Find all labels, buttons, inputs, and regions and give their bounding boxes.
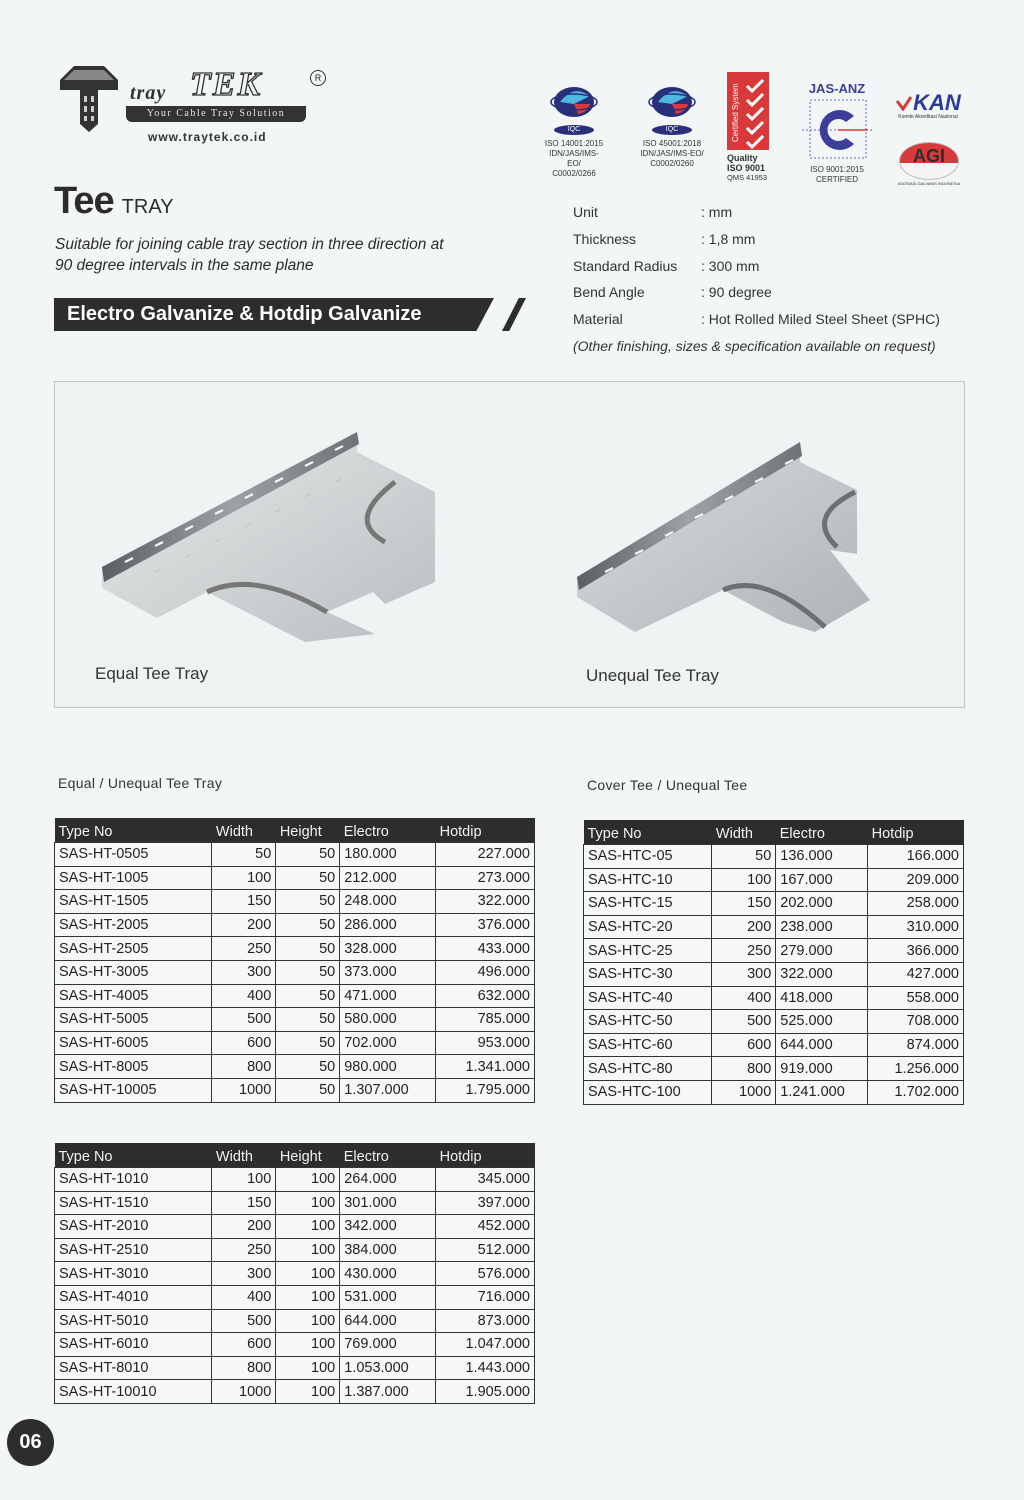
cell-hotdip: 576.000: [436, 1262, 535, 1286]
cell-type-no: SAS-HTC-10: [584, 868, 712, 892]
cell-height: 50: [276, 866, 340, 890]
col-header-hotdip: Hotdip: [436, 818, 535, 843]
traytek-t-logo-icon: [60, 66, 118, 132]
cell-height: 50: [276, 843, 340, 867]
table-row: [55, 1285, 535, 1309]
cell-width: 600: [212, 1333, 276, 1357]
agi-text: AGI: [912, 146, 945, 166]
iqc-globe-icon: [648, 82, 696, 122]
cert-line: CERTIFIED: [815, 175, 859, 184]
table-row: [55, 1333, 535, 1357]
jas-anz-c-icon: [802, 96, 872, 162]
cell-type-no: SAS-HT-2505: [55, 937, 212, 961]
table-row: [584, 868, 964, 892]
table-row: [55, 890, 535, 914]
spec-label: Unit: [573, 204, 598, 220]
table-row: [55, 1191, 535, 1215]
cell-height: 50: [276, 913, 340, 937]
cell-electro: 1.053.000: [340, 1356, 436, 1380]
cell-hotdip: 496.000: [436, 960, 535, 984]
cell-electro: 384.000: [340, 1238, 436, 1262]
cert-agi: [892, 142, 966, 188]
kan-check-icon: [895, 95, 913, 111]
cell-electro: 202.000: [776, 892, 868, 916]
cell-electro: 212.000: [340, 866, 436, 890]
banner-text: Electro Galvanize & Hotdip Galvanize: [67, 303, 422, 325]
description-line: 90 degree intervals in the same plane: [55, 257, 314, 274]
cert-line: IDN/JAS/IMS-EO/: [549, 149, 599, 168]
col-header-width: Width: [212, 1143, 276, 1168]
cert-iqc-45001: [633, 82, 711, 169]
cert-line: C0002/0266: [552, 169, 596, 178]
cell-electro: 373.000: [340, 960, 436, 984]
cell-height: 100: [276, 1238, 340, 1262]
cell-width: 400: [212, 984, 276, 1008]
cell-electro: 342.000: [340, 1215, 436, 1239]
spec-value: : 90 degree: [701, 284, 772, 301]
col-header-type-no: Type No: [584, 820, 712, 845]
cell-type-no: SAS-HT-1505: [55, 890, 212, 914]
cell-hotdip: 166.000: [868, 845, 964, 869]
cell-height: 100: [276, 1215, 340, 1239]
cell-width: 250: [212, 937, 276, 961]
cell-width: 500: [212, 1309, 276, 1333]
cell-height: 50: [276, 960, 340, 984]
cell-electro: 531.000: [340, 1285, 436, 1309]
cell-hotdip: 310.000: [868, 915, 964, 939]
cell-electro: 525.000: [776, 1010, 868, 1034]
cell-electro: 430.000: [340, 1262, 436, 1286]
cell-width: 150: [212, 1191, 276, 1215]
table-row: [55, 1008, 535, 1032]
cell-height: 100: [276, 1333, 340, 1357]
spec-label: Material: [573, 311, 623, 328]
cert-line: ISO 9001: [727, 163, 766, 173]
cell-type-no: SAS-HTC-05: [584, 845, 712, 869]
spec-label: Bend Angle: [573, 284, 645, 301]
description-line: Suitable for joining cable tray section in three direction at: [55, 236, 444, 253]
cell-hotdip: 1.341.000: [436, 1055, 535, 1079]
cell-height: 50: [276, 1055, 340, 1079]
cell-type-no: SAS-HTC-40: [584, 986, 712, 1010]
cell-hotdip: 874.000: [868, 1033, 964, 1057]
product-image-panel: [54, 381, 965, 708]
brand-name-prefix: tray: [130, 82, 167, 104]
cell-type-no: SAS-HT-8005: [55, 1055, 212, 1079]
table-row: [584, 1057, 964, 1081]
cell-electro: 301.000: [340, 1191, 436, 1215]
kan-logo: [888, 92, 968, 114]
cell-width: 1000: [712, 1080, 776, 1104]
cert-line: ISO 14001:2015: [544, 139, 604, 148]
cell-hotdip: 1.256.000: [868, 1057, 964, 1081]
specs-note: (Other finishing, sizes & specification available on request): [573, 337, 936, 354]
iqc-badge: IQC: [652, 125, 692, 135]
table-row: [55, 866, 535, 890]
price-table-height-100: [54, 1143, 535, 1404]
product-description: [55, 234, 495, 276]
cert-line: Komite Akreditasi Nasional: [898, 114, 958, 120]
cell-hotdip: 452.000: [436, 1215, 535, 1239]
spec-row-material: [573, 311, 940, 338]
cell-width: 400: [212, 1285, 276, 1309]
cell-type-no: SAS-HT-4010: [55, 1285, 212, 1309]
col-header-height: Height: [276, 1143, 340, 1168]
cell-electro: 644.000: [340, 1309, 436, 1333]
finish-banner: [54, 298, 524, 331]
cell-electro: 286.000: [340, 913, 436, 937]
cell-width: 200: [712, 915, 776, 939]
cell-width: 300: [212, 1262, 276, 1286]
brand-slogan: Your Cable Tray Solution: [126, 106, 306, 122]
cell-type-no: SAS-HT-8010: [55, 1356, 212, 1380]
cell-height: 100: [276, 1262, 340, 1286]
iqc-badge: IQC: [554, 125, 594, 135]
cell-type-no: SAS-HTC-100: [584, 1080, 712, 1104]
cell-type-no: SAS-HT-2010: [55, 1215, 212, 1239]
cell-height: 100: [276, 1285, 340, 1309]
unequal-tee-tray-label: Unequal Tee Tray: [586, 666, 719, 685]
spec-row-bend-angle: [573, 284, 940, 311]
cell-height: 100: [276, 1309, 340, 1333]
cell-hotdip: 953.000: [436, 1031, 535, 1055]
cell-height: 50: [276, 1031, 340, 1055]
title-main: Tee: [54, 180, 114, 222]
cell-height: 100: [276, 1380, 340, 1404]
table-row: [55, 1031, 535, 1055]
spec-value: : 300 mm: [701, 257, 760, 274]
cell-hotdip: 558.000: [868, 986, 964, 1010]
table-row: [55, 1078, 535, 1102]
col-header-hotdip: Hotdip: [436, 1143, 535, 1168]
certified-system-checkmarks-icon: [727, 72, 769, 150]
cert-line: C0002/0260: [650, 159, 694, 168]
table-row: [55, 1380, 535, 1404]
cell-width: 150: [212, 890, 276, 914]
cell-hotdip: 632.000: [436, 984, 535, 1008]
table-row: [55, 1055, 535, 1079]
cell-hotdip: 258.000: [868, 892, 964, 916]
cell-width: 200: [212, 913, 276, 937]
table-row: [584, 845, 964, 869]
cell-hotdip: 427.000: [868, 962, 964, 986]
cell-width: 1000: [212, 1380, 276, 1404]
table-row: [55, 937, 535, 961]
price-table-cover-tee: [583, 820, 964, 1105]
cell-height: 100: [276, 1191, 340, 1215]
table-row: [584, 1080, 964, 1104]
cell-width: 250: [712, 939, 776, 963]
col-header-electro: Electro: [340, 818, 436, 843]
cell-type-no: SAS-HT-4005: [55, 984, 212, 1008]
cell-hotdip: 209.000: [868, 868, 964, 892]
spec-label: Standard Radius: [573, 257, 678, 274]
cell-type-no: SAS-HT-2510: [55, 1238, 212, 1262]
cell-width: 600: [212, 1031, 276, 1055]
col-header-type-no: Type No: [55, 818, 212, 843]
right-table-caption: Cover Tee / Unequal Tee: [587, 777, 748, 793]
title-sub: TRAY: [121, 196, 174, 218]
page-number-badge: 06: [7, 1419, 54, 1466]
cell-hotdip: 1.047.000: [436, 1333, 535, 1357]
table-row: [55, 1215, 535, 1239]
cell-type-no: SAS-HT-2005: [55, 913, 212, 937]
col-header-electro: Electro: [340, 1143, 436, 1168]
cell-hotdip: 716.000: [436, 1285, 535, 1309]
cell-electro: 167.000: [776, 868, 868, 892]
kan-text: KAN: [913, 90, 961, 115]
spec-value: : Hot Rolled Miled Steel Sheet (SPHC): [701, 311, 940, 328]
cell-width: 250: [212, 1238, 276, 1262]
cell-type-no: SAS-HT-10010: [55, 1380, 212, 1404]
cell-electro: 1.307.000: [340, 1078, 436, 1102]
cell-type-no: SAS-HT-1010: [55, 1168, 212, 1192]
cert-jas-anz: [800, 82, 874, 185]
table-row: [584, 915, 964, 939]
col-header-hotdip: Hotdip: [868, 820, 964, 845]
cell-electro: 580.000: [340, 1008, 436, 1032]
cell-hotdip: 366.000: [868, 939, 964, 963]
cell-type-no: SAS-HTC-15: [584, 892, 712, 916]
spec-value: : 1,8 mm: [701, 230, 756, 247]
registered-icon: R: [310, 70, 326, 86]
banner-slash-decoration: [502, 298, 526, 331]
cell-electro: 279.000: [776, 939, 868, 963]
cell-height: 50: [276, 937, 340, 961]
cell-width: 800: [212, 1356, 276, 1380]
price-table-height-50: [54, 818, 535, 1103]
cell-electro: 180.000: [340, 843, 436, 867]
cell-hotdip: 322.000: [436, 890, 535, 914]
cell-type-no: SAS-HTC-60: [584, 1033, 712, 1057]
cell-type-no: SAS-HT-1510: [55, 1191, 212, 1215]
iqc-globe-icon: [550, 82, 598, 122]
cell-hotdip: 1.795.000: [436, 1078, 535, 1102]
table-row: [55, 1309, 535, 1333]
cell-type-no: SAS-HT-5005: [55, 1008, 212, 1032]
unequal-tee-tray-image: [575, 422, 895, 642]
table-row: [584, 939, 964, 963]
cell-hotdip: 1.702.000: [868, 1080, 964, 1104]
cell-type-no: SAS-HTC-80: [584, 1057, 712, 1081]
cell-height: 50: [276, 984, 340, 1008]
cell-hotdip: 397.000: [436, 1191, 535, 1215]
jas-anz-title: JAS-ANZ: [808, 81, 866, 96]
table-row: [55, 1168, 535, 1192]
equal-tee-tray-image: [95, 422, 435, 642]
left-table-caption: Equal / Unequal Tee Tray: [58, 775, 223, 791]
website-link[interactable]: www.traytek.co.id: [148, 130, 267, 144]
cell-electro: 919.000: [776, 1057, 868, 1081]
cell-type-no: SAS-HTC-25: [584, 939, 712, 963]
table-row: [55, 1238, 535, 1262]
brand-name-main: TEK: [190, 66, 263, 103]
cell-width: 50: [212, 843, 276, 867]
brand-logo: [60, 64, 340, 154]
cell-width: 300: [212, 960, 276, 984]
table-row: [55, 1262, 535, 1286]
table-header-row: [584, 820, 964, 845]
cell-electro: 418.000: [776, 986, 868, 1010]
table-row: [584, 962, 964, 986]
table-header-row: [55, 1143, 535, 1168]
cell-width: 1000: [212, 1078, 276, 1102]
cell-width: 300: [712, 962, 776, 986]
cell-width: 100: [212, 866, 276, 890]
cell-hotdip: 345.000: [436, 1168, 535, 1192]
col-header-width: Width: [212, 818, 276, 843]
cell-hotdip: 376.000: [436, 913, 535, 937]
cell-width: 400: [712, 986, 776, 1010]
cell-electro: 328.000: [340, 937, 436, 961]
cell-electro: 248.000: [340, 890, 436, 914]
table-row: [584, 1033, 964, 1057]
cell-width: 100: [712, 868, 776, 892]
cell-height: 50: [276, 1078, 340, 1102]
cert-line: ISO 45001:2018: [642, 139, 702, 148]
cell-electro: 238.000: [776, 915, 868, 939]
cell-type-no: SAS-HT-5010: [55, 1309, 212, 1333]
col-header-electro: Electro: [776, 820, 868, 845]
cell-electro: 769.000: [340, 1333, 436, 1357]
cell-hotdip: 708.000: [868, 1010, 964, 1034]
cell-electro: 644.000: [776, 1033, 868, 1057]
cell-electro: 1.387.000: [340, 1380, 436, 1404]
cell-electro: 1.241.000: [776, 1080, 868, 1104]
cert-iqc-14001: [543, 82, 605, 179]
table-row: [55, 984, 535, 1008]
cert-line: ISO 9001:2015: [810, 165, 864, 174]
cell-type-no: SAS-HT-3010: [55, 1262, 212, 1286]
cell-electro: 702.000: [340, 1031, 436, 1055]
table-row: [55, 843, 535, 867]
cell-electro: 980.000: [340, 1055, 436, 1079]
equal-tee-tray-label: Equal Tee Tray: [95, 664, 209, 683]
cell-height: 50: [276, 1008, 340, 1032]
cell-type-no: SAS-HT-3005: [55, 960, 212, 984]
cert-line: QMS 41953: [727, 173, 768, 182]
col-header-height: Height: [276, 818, 340, 843]
cert-line: IDN/JAS/IMS-EO/: [640, 149, 704, 158]
table-row: [55, 913, 535, 937]
spec-value: : mm: [701, 204, 733, 220]
spec-row-thickness: [573, 231, 940, 258]
cell-hotdip: 785.000: [436, 1008, 535, 1032]
cell-height: 50: [276, 890, 340, 914]
cert-iso9001-quality: [727, 72, 787, 183]
cell-hotdip: 873.000: [436, 1309, 535, 1333]
cell-electro: 264.000: [340, 1168, 436, 1192]
cell-height: 100: [276, 1356, 340, 1380]
cell-width: 200: [212, 1215, 276, 1239]
certified-system-text: Certified System: [731, 83, 740, 142]
cell-type-no: SAS-HT-6010: [55, 1333, 212, 1357]
cell-type-no: SAS-HTC-30: [584, 962, 712, 986]
col-header-type-no: Type No: [55, 1143, 212, 1168]
cell-width: 800: [712, 1057, 776, 1081]
cell-type-no: SAS-HT-0505: [55, 843, 212, 867]
cell-width: 500: [712, 1010, 776, 1034]
cell-width: 100: [212, 1168, 276, 1192]
page-title: [54, 180, 174, 223]
table-header-row: [55, 818, 535, 843]
cell-hotdip: 227.000: [436, 843, 535, 867]
agi-logo-icon: [899, 142, 959, 180]
cell-type-no: SAS-HTC-20: [584, 915, 712, 939]
table-row: [55, 960, 535, 984]
table-row: [55, 1356, 535, 1380]
cert-kan: [888, 92, 968, 121]
cell-electro: 136.000: [776, 845, 868, 869]
spec-label: Thickness: [573, 230, 637, 247]
cell-type-no: SAS-HT-6005: [55, 1031, 212, 1055]
cell-width: 50: [712, 845, 776, 869]
table-row: [584, 892, 964, 916]
cell-hotdip: 273.000: [436, 866, 535, 890]
cell-hotdip: 1.443.000: [436, 1356, 535, 1380]
cell-width: 800: [212, 1055, 276, 1079]
cell-electro: 322.000: [776, 962, 868, 986]
cell-type-no: SAS-HT-10005: [55, 1078, 212, 1102]
cell-hotdip: 1.905.000: [436, 1380, 535, 1404]
spec-row-radius: [573, 258, 940, 285]
cell-hotdip: 433.000: [436, 937, 535, 961]
cell-width: 500: [212, 1008, 276, 1032]
cell-electro: 471.000: [340, 984, 436, 1008]
cell-width: 600: [712, 1033, 776, 1057]
specifications: [573, 204, 940, 354]
cert-line: ASOSIASI GALVANIS INDONESIA: [897, 181, 961, 186]
cell-width: 150: [712, 892, 776, 916]
table-row: [584, 1010, 964, 1034]
table-row: [584, 986, 964, 1010]
col-header-width: Width: [712, 820, 776, 845]
cell-height: 100: [276, 1168, 340, 1192]
cert-line: Quality: [727, 153, 758, 163]
cell-type-no: SAS-HTC-50: [584, 1010, 712, 1034]
cell-hotdip: 512.000: [436, 1238, 535, 1262]
spec-row-unit: [573, 204, 940, 231]
cell-type-no: SAS-HT-1005: [55, 866, 212, 890]
